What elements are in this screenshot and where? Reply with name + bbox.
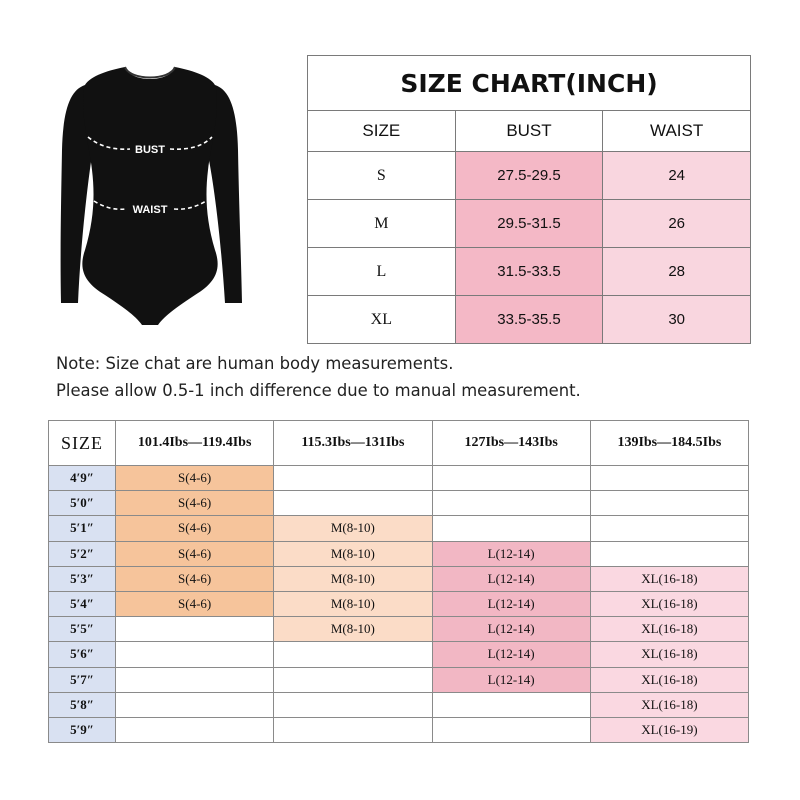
height-cell: 4′9″ xyxy=(49,466,116,491)
height-cell: 5′6″ xyxy=(49,642,116,667)
header-weight-4: 139Ibs—184.5Ibs xyxy=(590,421,748,466)
size-recommendation-cell: L(12-14) xyxy=(432,541,590,566)
table-row xyxy=(308,248,751,296)
size-recommendation-cell xyxy=(116,692,274,717)
size-recommendation-cell xyxy=(590,466,748,491)
size-recommendation-cell: M(8-10) xyxy=(274,541,432,566)
table-header-row xyxy=(49,421,749,466)
table-row xyxy=(49,566,749,591)
size-recommendation-cell: S(4-6) xyxy=(116,541,274,566)
table-row xyxy=(49,516,749,541)
size-recommendation-cell: XL(16-18) xyxy=(590,591,748,616)
size-recommendation-cell xyxy=(116,617,274,642)
size-recommendation-cell: M(8-10) xyxy=(274,516,432,541)
table-row xyxy=(49,617,749,642)
table-row xyxy=(49,466,749,491)
size-recommendation-cell xyxy=(432,692,590,717)
table-row xyxy=(49,591,749,616)
waist-label: WAIST xyxy=(132,204,168,216)
note-line-1: Note: Size chat are human body measurements. xyxy=(56,354,454,373)
size-recommendation-cell: XL(16-18) xyxy=(590,617,748,642)
size-recommendation-cell xyxy=(116,642,274,667)
bust-cell: 31.5-33.5 xyxy=(455,248,603,296)
table-row xyxy=(308,200,751,248)
size-recommendation-cell: S(4-6) xyxy=(116,466,274,491)
table-row xyxy=(49,692,749,717)
waist-cell: 24 xyxy=(603,152,751,200)
bodysuit-illustration xyxy=(30,55,270,340)
size-recommendation-cell: L(12-14) xyxy=(432,642,590,667)
size-recommendation-cell xyxy=(432,717,590,742)
waist-cell: 30 xyxy=(603,296,751,344)
size-recommendation-cell: L(12-14) xyxy=(432,617,590,642)
table-row xyxy=(49,667,749,692)
size-recommendation-cell: M(8-10) xyxy=(274,591,432,616)
size-recommendation-cell: M(8-10) xyxy=(274,566,432,591)
header-weight-2: 115.3Ibs—131Ibs xyxy=(274,421,432,466)
height-cell: 5′1″ xyxy=(49,516,116,541)
size-recommendation-cell xyxy=(590,516,748,541)
table-row xyxy=(308,152,751,200)
bodysuit-body xyxy=(82,67,217,325)
height-cell: 5′8″ xyxy=(49,692,116,717)
size-recommendation-cell xyxy=(432,466,590,491)
size-recommendation-cell xyxy=(274,692,432,717)
size-chart-inch xyxy=(307,55,751,344)
size-chart-title: SIZE CHART(INCH) xyxy=(308,56,751,111)
waist-cell: 26 xyxy=(603,200,751,248)
height-cell: 5′2″ xyxy=(49,541,116,566)
size-recommendation-cell xyxy=(590,491,748,516)
header-weight-1: 101.4Ibs—119.4Ibs xyxy=(116,421,274,466)
bust-cell: 27.5-29.5 xyxy=(455,152,603,200)
size-recommendation-cell xyxy=(274,466,432,491)
height-cell: 5′0″ xyxy=(49,491,116,516)
size-recommendation-cell: M(8-10) xyxy=(274,617,432,642)
height-weight-size-chart xyxy=(48,420,749,743)
table-row xyxy=(49,491,749,516)
size-recommendation-cell xyxy=(274,717,432,742)
header-bust: BUST xyxy=(455,111,603,152)
size-cell: XL xyxy=(308,296,456,344)
size-recommendation-cell xyxy=(116,717,274,742)
height-cell: 5′5″ xyxy=(49,617,116,642)
header-waist: WAIST xyxy=(603,111,751,152)
size-recommendation-cell xyxy=(432,491,590,516)
height-cell: 5′4″ xyxy=(49,591,116,616)
size-recommendation-cell xyxy=(274,491,432,516)
header-size: SIZE xyxy=(308,111,456,152)
bust-cell: 29.5-31.5 xyxy=(455,200,603,248)
table-row xyxy=(49,717,749,742)
size-recommendation-cell: S(4-6) xyxy=(116,491,274,516)
size-recommendation-cell xyxy=(590,541,748,566)
size-recommendation-cell: L(12-14) xyxy=(432,566,590,591)
table-row xyxy=(49,642,749,667)
size-cell: M xyxy=(308,200,456,248)
height-cell: 5′7″ xyxy=(49,667,116,692)
size-cell: S xyxy=(308,152,456,200)
size-recommendation-cell xyxy=(274,642,432,667)
size-recommendation-cell xyxy=(432,516,590,541)
size-cell: L xyxy=(308,248,456,296)
size-recommendation-cell: XL(16-18) xyxy=(590,642,748,667)
size-recommendation-cell: L(12-14) xyxy=(432,667,590,692)
bust-label: BUST xyxy=(135,144,165,156)
note-line-2: Please allow 0.5-1 inch difference due to manual measurement. xyxy=(56,381,581,400)
size-recommendation-cell xyxy=(274,667,432,692)
table-row xyxy=(308,296,751,344)
bust-cell: 33.5-35.5 xyxy=(455,296,603,344)
height-cell: 5′3″ xyxy=(49,566,116,591)
size-recommendation-cell: XL(16-18) xyxy=(590,566,748,591)
height-cell: 5′9″ xyxy=(49,717,116,742)
header-weight-3: 127Ibs—143Ibs xyxy=(432,421,590,466)
size-recommendation-cell: XL(16-19) xyxy=(590,717,748,742)
size-recommendation-cell xyxy=(116,667,274,692)
waist-cell: 28 xyxy=(603,248,751,296)
table-row xyxy=(49,541,749,566)
size-recommendation-cell: S(4-6) xyxy=(116,566,274,591)
size-recommendation-cell: XL(16-18) xyxy=(590,667,748,692)
size-recommendation-cell: S(4-6) xyxy=(116,516,274,541)
size-recommendation-cell: S(4-6) xyxy=(116,591,274,616)
header-size: SIZE xyxy=(49,421,116,466)
size-recommendation-cell: L(12-14) xyxy=(432,591,590,616)
size-recommendation-cell: XL(16-18) xyxy=(590,692,748,717)
